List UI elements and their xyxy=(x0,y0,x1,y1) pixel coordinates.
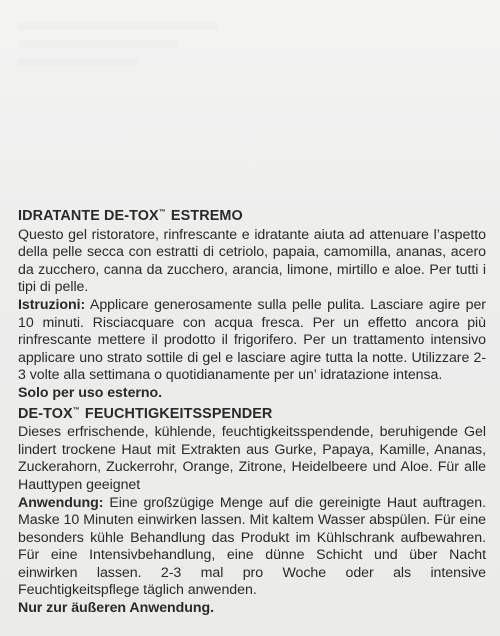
background-texture xyxy=(18,22,218,92)
title-product: FEUCHTIGKEITSSPENDER xyxy=(80,405,273,422)
section-german xyxy=(18,406,486,618)
trademark-mark: ™ xyxy=(158,209,166,217)
instructions-label: Istruzioni: xyxy=(18,296,86,313)
section-footer: Solo per uso esterno. xyxy=(18,384,163,401)
title-product: ESTREMO xyxy=(166,208,243,224)
title-brand: IDRATANTE DE-TOX xyxy=(18,208,159,224)
section-intro: Questo gel ristoratore, rinfrescante e idratante aiuta ad attenuare l’aspetto della pelle secca con estratti di cetriolo, papaia, camomilla, ananas, acero da zucchero, canna da zucchero, arancia, limone, mirtillo e aloe. Per tutti i tipi di pelle. xyxy=(18,226,486,296)
section-italian xyxy=(18,208,486,403)
section-instructions xyxy=(18,297,486,385)
section-instructions xyxy=(18,495,486,601)
section-intro: Dieses erfrischende, kühlende, feuchtigkeitsspendende, beruhigende Gel lindert trockene Haut mit Extrakten aus Gurke, Papaya, Kamille, Ananas, Zuckerahorn, Zuckerrohr, Orange, Zitrone, Heidelbeere und Aloe. Für alle Hauttypen geeignet xyxy=(18,424,486,493)
trademark-mark: ™ xyxy=(72,406,80,414)
instructions-text: Applicare generosamente sulla pelle pulita. Lasciare agire per 10 minuti. Risciacquare con acqua fresca. Per un effetto ancora più rinfrescante mettere il prodotto il frigorifero. Per un trattamento intensivo applicare uno strato sottile di gel e lasciare agire tutta la notte. Utilizzare 2-3 volte alla settimana o quotidianamente per un’ idratazione intensa. xyxy=(18,296,486,384)
section-title xyxy=(18,208,486,226)
section-footer: Nur zur äußeren Anwendung. xyxy=(18,600,215,617)
label-text-panel xyxy=(18,208,486,618)
section-title xyxy=(18,406,486,424)
instructions-text: Eine großzügige Menge auf die gereinigte Haut auftragen. Maske 10 Minuten einwirken lassen. Mit kaltem Wasser abspülen. Für eine besonders kühle Behandlung das Produkt im Kühlschrank aufbewahren. Für eine Intensivbehandlung, eine dünne Schicht und über Nacht einwirken lassen. 2-3 mal pro Woche oder als intensive Feuchtigkeitspflege täglich anwenden. xyxy=(18,494,486,599)
title-brand: DE-TOX xyxy=(18,405,73,422)
instructions-label: Anwendung: xyxy=(18,494,104,511)
